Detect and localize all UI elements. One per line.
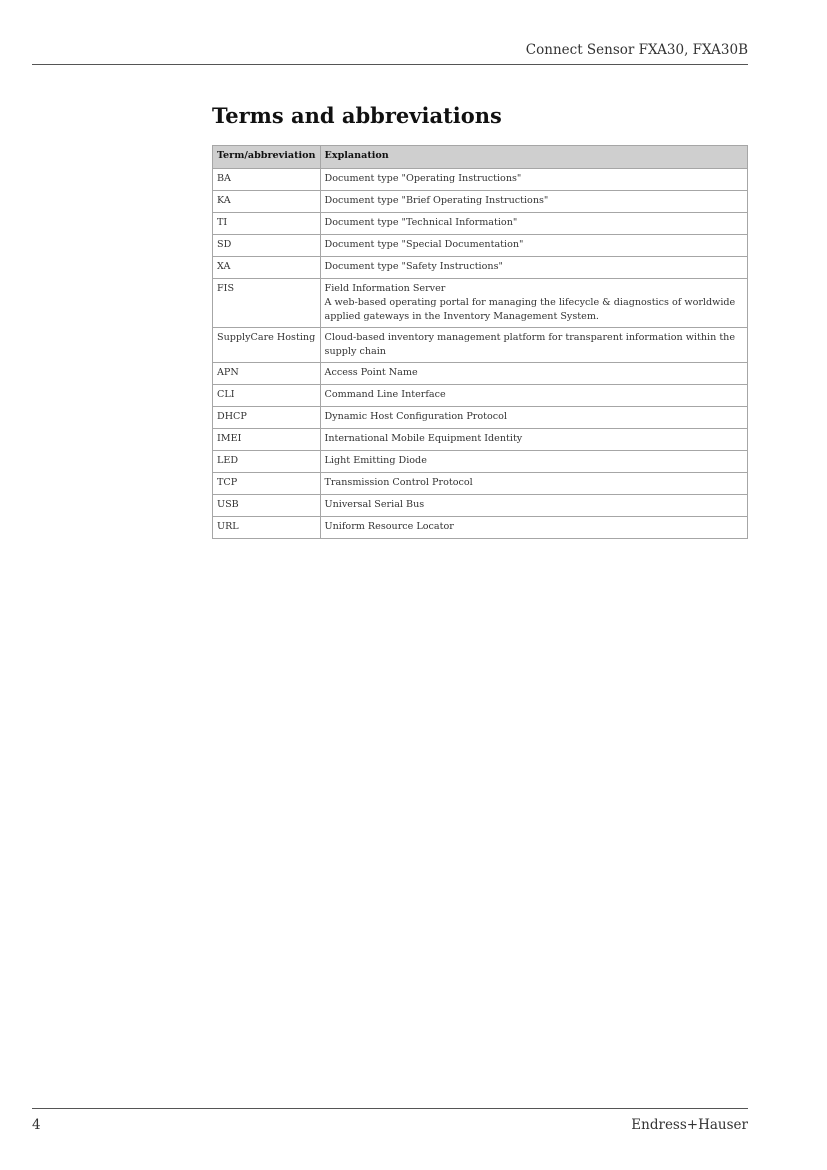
table-row (213, 235, 748, 257)
term-cell: LED (213, 451, 321, 473)
term-cell: USB (213, 495, 321, 517)
table-row (213, 279, 748, 328)
explanation-line: Universal Serial Bus (324, 499, 425, 510)
explanation-cell (320, 429, 747, 451)
explanation-line: Document type "Special Documentation" (324, 239, 524, 250)
explanation-cell (320, 407, 747, 429)
term-cell: SupplyCare Hosting (213, 328, 321, 363)
brand-name: Endress+Hauser (631, 1117, 748, 1133)
table-body (213, 169, 748, 539)
table-row (213, 407, 748, 429)
explanation-line: A web-based operating portal for managing the lifecycle & diagnostics of worldwide applied gateways in the Inventory Management System. (324, 297, 736, 322)
term-cell: BA (213, 169, 321, 191)
table-row (213, 495, 748, 517)
table-row (213, 213, 748, 235)
explanation-line: Access Point Name (324, 367, 418, 378)
explanation-line: Light Emitting Diode (324, 455, 427, 466)
page-number: 4 (32, 1117, 41, 1133)
term-cell: TI (213, 213, 321, 235)
explanation-cell (320, 169, 747, 191)
term-cell: CLI (213, 385, 321, 407)
term-cell: IMEI (213, 429, 321, 451)
explanation-cell (320, 328, 747, 363)
table-row (213, 169, 748, 191)
term-cell: TCP (213, 473, 321, 495)
explanation-cell (320, 385, 747, 407)
column-header-term: Term/abbreviation (213, 146, 321, 169)
term-cell: URL (213, 517, 321, 539)
section-heading: Terms and abbreviations (212, 103, 502, 128)
explanation-line: Dynamic Host Configuration Protocol (324, 411, 508, 422)
explanation-cell (320, 235, 747, 257)
column-header-explanation: Explanation (320, 146, 747, 169)
table-row (213, 257, 748, 279)
explanation-line: Document type "Operating Instructions" (324, 173, 522, 184)
term-cell: KA (213, 191, 321, 213)
table-row (213, 473, 748, 495)
term-cell: DHCP (213, 407, 321, 429)
explanation-line: Command Line Interface (324, 389, 446, 400)
explanation-cell (320, 517, 747, 539)
table-row (213, 451, 748, 473)
document-header-title: Connect Sensor FXA30, FXA30B (525, 42, 748, 58)
term-cell: FIS (213, 279, 321, 328)
term-cell: XA (213, 257, 321, 279)
explanation-line: Field Information Server (324, 283, 446, 294)
term-cell: SD (213, 235, 321, 257)
table-row (213, 429, 748, 451)
explanation-cell (320, 473, 747, 495)
explanation-cell (320, 451, 747, 473)
explanation-line: Document type "Safety Instructions" (324, 261, 503, 272)
header-divider (32, 64, 748, 65)
footer-divider (32, 1108, 748, 1109)
table-row (213, 385, 748, 407)
explanation-line: Transmission Control Protocol (324, 477, 473, 488)
explanation-cell (320, 213, 747, 235)
explanation-cell (320, 363, 747, 385)
explanation-cell (320, 257, 747, 279)
explanation-line: Document type "Technical Information" (324, 217, 518, 228)
terms-table (212, 145, 748, 539)
table-row (213, 363, 748, 385)
term-cell: APN (213, 363, 321, 385)
explanation-line: Cloud-based inventory management platform for transparent information within the supply chain (324, 332, 736, 357)
table-header-row (213, 146, 748, 169)
explanation-line: Uniform Resource Locator (324, 521, 454, 532)
explanation-cell (320, 191, 747, 213)
explanation-cell (320, 495, 747, 517)
explanation-line: International Mobile Equipment Identity (324, 433, 523, 444)
table-row (213, 328, 748, 363)
explanation-line: Document type "Brief Operating Instructions" (324, 195, 549, 206)
explanation-cell (320, 279, 747, 328)
table-row (213, 517, 748, 539)
table-row (213, 191, 748, 213)
